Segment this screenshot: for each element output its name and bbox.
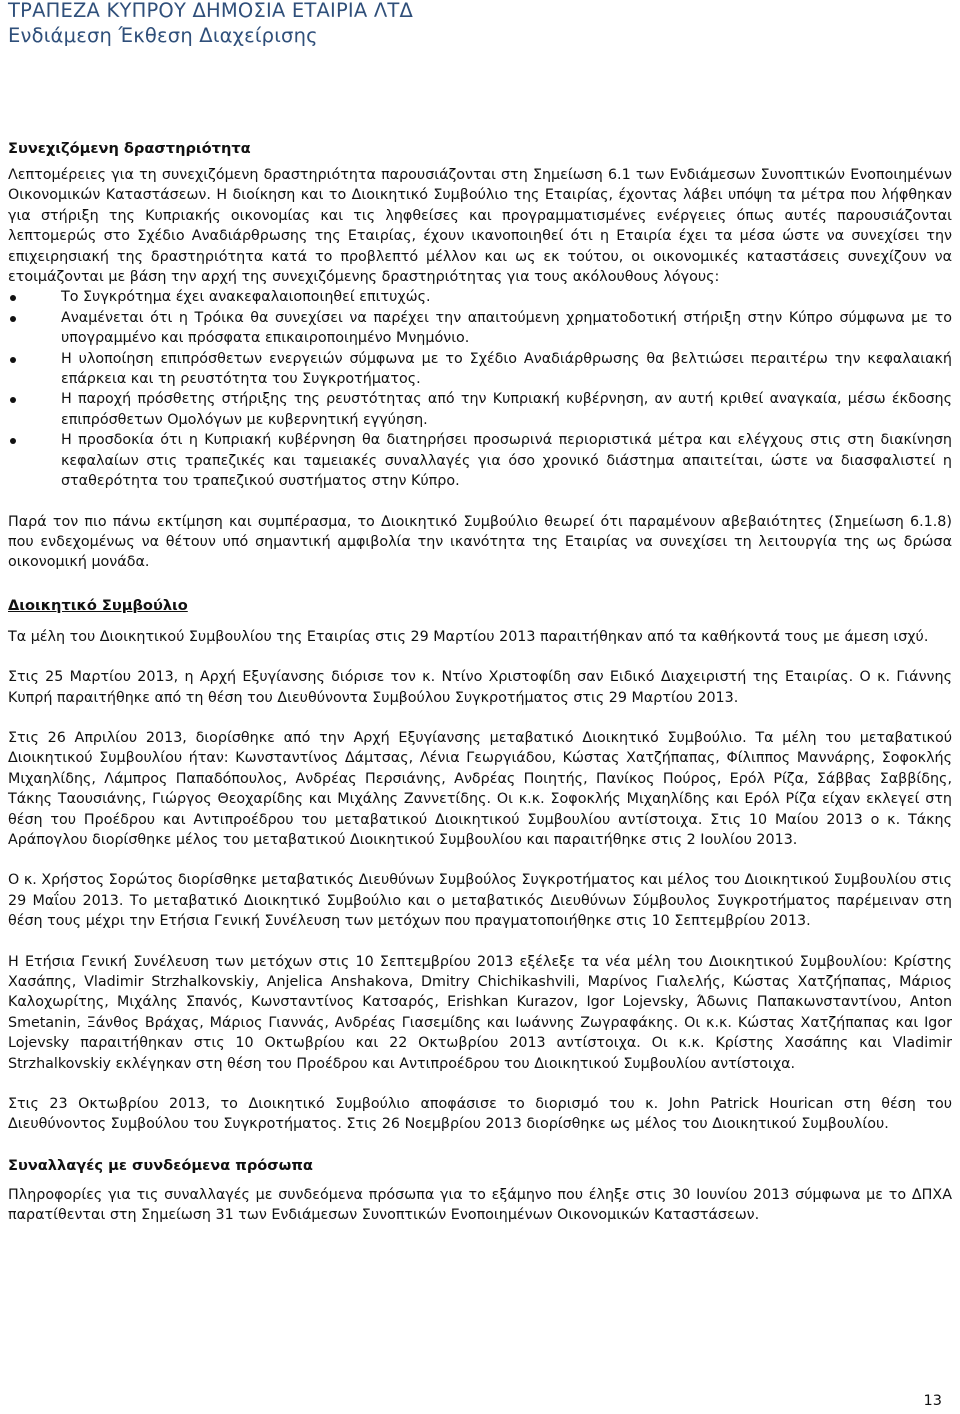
company-name: ΤΡΑΠΕΖΑ ΚΥΠΡΟΥ ΔΗΜΟΣΙΑ ΕΤΑΙΡΙΑ ΛΤΔ: [8, 0, 414, 22]
board-paragraph: Στις 23 Οκτωβρίου 2013, το Διοικητικό Συμβούλιο αποφάσισε το διορισμό του κ. John Patrick Hourican στη θέση του Διευθύνοντος Συμβούλου του Συγκροτήματος. Στις 26 Νοεμβρίου 2013 διορίσθηκε ως μέλος του Διοικητικού Συμβουλίου.: [8, 1096, 952, 1133]
going-concern-conclusion: Παρά τον πιο πάνω εκτίμηση και συμπέρασμα, το Διοικητικό Συμβούλιο θεωρεί ότι παραμένουν αβεβαιότητες (Σημείωση 6.1.8) που ενδεχομένως να θέτουν υπό σημαντική αμφιβολία την ικανότητα της Εταιρίας να συνεχίσει τη λειτουργία της ως δρώσα οικονομική μονάδα.: [8, 513, 952, 571]
going-concern-reasons-list: [8, 287, 952, 491]
going-concern-title: Συνεχιζόμενη δραστηριότητα: [8, 140, 251, 157]
list-item: [8, 389, 952, 430]
list-item-text: Η υλοποίηση επιπρόσθετων ενεργειών σύμφωνα με το Σχέδιο Αναδιάρθρωσης θα βελτιώσει περαιτέρω την κεφαλαιακή επάρκεια και τη ρευστότητα του Συγκροτήματος.: [61, 350, 952, 388]
document-header: [8, 0, 952, 48]
going-concern-section: [8, 138, 952, 573]
page-number: 13: [923, 1393, 942, 1409]
list-item-text: Αναμένεται ότι η Τρόικα θα συνεχίσει να παρέχει την απαιτούμενη χρηματοδοτική στήριξη στην Κύπρο σύμφωνα με το υπογραμμένο και πρόσφατα επικαιροποιημένο Μνημόνιο.: [61, 309, 952, 347]
board-paragraph: Στις 26 Απριλίου 2013, διορίσθηκε από την Αρχή Εξυγίανσης μεταβατικό Διοικητικό Συμβούλιο. Τα μέλη του μεταβατικού Διοικητικού Συμβουλίου ήταν: Κωνσταντίνος Δάμτσας, Λένια Γεωργιάδου, Κώστας Χατζήπαπας, Φίλιππος Μαννάρης, Σοφοκλής Μιχαηλίδης, Λάμπρος Παπαδόπουλος, Ανδρέας Περσιάνης, Ανδρέας Ποιητής, Πανίκος Πούρος, Ερόλ Ρίζα, Σάββας Σαββίδης, Τάκης Ταουσιάνης, Γιώργος Θεοχαρίδης και Μιχάλης Ζαννετίδης. Οι κ.κ. Σοφοκλής Μιχαηλίδης και Ερόλ Ρίζα είχαν εκλεγεί στη θέση του Προέδρου και Αντιπροέδρου του μεταβατικού Διοικητικού Συμβουλίου αντίστοιχα. Στις 10 Μαίου 2013 ο κ. Τάκης Αράπογλου διορίσθηκε μέλος του μεταβατικού Διοικητικού Συμβουλίου και παραιτήθηκε στις 2 Ιουλίου 2013.: [8, 729, 952, 848]
board-paragraph: Τα μέλη του Διοικητικού Συμβουλίου της Εταιρίας στις 29 Μαρτίου 2013 παραιτήθηκαν από τα καθήκοντά τους με άμεση ισχύ.: [8, 628, 929, 645]
bullet-icon: [10, 397, 16, 403]
report-title: Ενδιάμεση Έκθεση Διαχείρισης: [8, 24, 318, 47]
list-item: [8, 349, 952, 390]
going-concern-intro: Λεπτομέρειες για τη συνεχιζόμενη δραστηριότητα παρουσιάζονται στη Σημείωση 6.1 των Ενδιάμεσων Συνοπτικών Ενοποιημένων Οικονομικών Καταστάσεων. Η διοίκηση και το Διοικητικό Συμβούλιο της Εταιρίας, έχοντας λάβει υπόψη τα μέτρα που λήφθηκαν για στήριξη της Κυπριακής οικονομίας και τις ληφθείσες και προγραμματισμένες ενέργειες όπως αυτές παρουσιάζονται λεπτομερώς στο Σχέδιο Αναδιάρθρωσης της Εταιρίας, έχουν ικανοποιηθεί ότι η Εταιρία έχει τα μέσα ώστε να συνεχίσει την επιχειρησιακή της δραστηριότητα κατά το προβλεπτό μέλλον και ως εκ τούτου, οι οικονομικές καταστάσεις συνεχίζουν να ετοιμάζονται με βάση την αρχή της συνεχιζόμενης δραστηριότητας για τους ακόλουθους λόγους:: [8, 167, 952, 286]
board-section: [8, 595, 952, 1135]
bullet-icon: [10, 295, 16, 301]
list-item: [8, 430, 952, 491]
list-item: [8, 308, 952, 349]
board-paragraph: Ο κ. Χρήστος Σορώτος διορίσθηκε μεταβατικός Διευθύνων Συμβούλος Συγκροτήματος και μέλος του Διοικητικού Συμβουλίου στις 29 Μαΐου 2013. Το μεταβατικό Διοικητικό Συμβούλιο και ο μεταβατικός Διευθύνων Σύμβουλος Συγκροτήματος παρέμειναν στη θέση τους μέχρι την Ετήσια Γενική Συνέλευση των μετόχων που πραγματοποιήθηκε στις 10 Σεπτεμβρίου 2013.: [8, 872, 952, 930]
related-parties-section: [8, 1155, 952, 1226]
related-parties-paragraph: Πληροφορίες για τις συναλλαγές με συνδεόμενα πρόσωπα για το εξάμηνο που έληξε στις 30 Ιουνίου 2013 σύμφωνα με το ΔΠΧΑ παρατίθενται στη Σημείωση 31 των Ενδιάμεσων Συνοπτικών Ενοποιημένων Οικονομικών Καταστάσεων.: [8, 1186, 952, 1224]
bullet-icon: [10, 438, 16, 444]
list-item-text: Η παροχή πρόσθετης στήριξης της ρευστότητας από την Κυπριακή κυβέρνηση, αν αυτή κριθεί αναγκαία, μέσω έκδοσης επιπρόσθετων Ομολόγων με κυβερνητική εγγύηση.: [61, 391, 952, 428]
list-item: [8, 287, 952, 307]
list-item-text: Η προσδοκία ότι η Κυπριακή κυβέρνηση θα διατηρήσει προσωρινά περιοριστικά μέτρα και ελέγχους στις στη διακίνηση κεφαλαίων στις τραπεζικές και ταμειακές συναλλαγές για όσο χρονικό διάστημα απαιτείται, ώστε να διασφαλιστεί η σταθερότητα του τραπεζικού συστήματος στην Κύπρο.: [61, 432, 952, 490]
board-paragraph: Στις 25 Μαρτίου 2013, η Αρχή Εξυγίανσης διόρισε τον κ. Ντίνο Χριστοφίδη σαν Ειδικό Διαχειριστή της Εταιρίας. Ο κ. Γιάννης Κυπρή παραιτήθηκε από τη θέση του Διευθύνοντα Συμβούλου Συγκροτήματος στις 29 Μαρτίου 2013.: [8, 669, 952, 706]
bullet-icon: [10, 357, 16, 363]
board-paragraph: Η Ετήσια Γενική Συνέλευση των μετόχων στις 10 Σεπτεμβρίου 2013 εξέλεξε τα νέα μέλη του Διοικητικού Συμβουλίου: Κρίστης Χασάπης, Vladimir Strzhalkovskiy, Anjelica Anshakova, Dmitry Chichikashvili, Μαρίνος Γιαλελής, Κώστας Χατζήπαπας, Μάριος Καλοχωρίτης, Μιχάλης Σπανός, Κωνσταντίνος Κατσαρός, Erishkan Kurazov, Igor Lojevsky, Άδωνις Παπακωνσταντίνου, Anton Smetanin, Ξάνθος Βράχας, Μάριος Γιαννάς, Ανδρέας Γιασεμίδης και Ιωάννης Ζωγραφάκης. Οι κ.κ. Κώστας Χατζήπαπας και Igor Lojevsky παραιτήθηκαν στις 10 Οκτωβρίου και 22 Οκτωβρίου 2013 αντίστοιχα. Οι κ.κ. Κρίστης Χασάπης και Vladimir Strzhalkovskiy εκλέγηκαν στη θέση του Προέδρου και Αντιπροέδρου του Διοικητικού Συμβουλίου αντίστοιχα.: [8, 953, 952, 1072]
document-page: [8, 0, 952, 1226]
header-spacer: [8, 48, 952, 138]
board-title: Διοικητικό Συμβούλιο: [8, 596, 188, 614]
bullet-icon: [10, 316, 16, 322]
list-item-text: Το Συγκρότημα έχει ανακεφαλαιοποιηθεί επιτυχώς.: [61, 289, 431, 306]
related-parties-title: Συναλλαγές με συνδεόμενα πρόσωπα: [8, 1156, 313, 1174]
